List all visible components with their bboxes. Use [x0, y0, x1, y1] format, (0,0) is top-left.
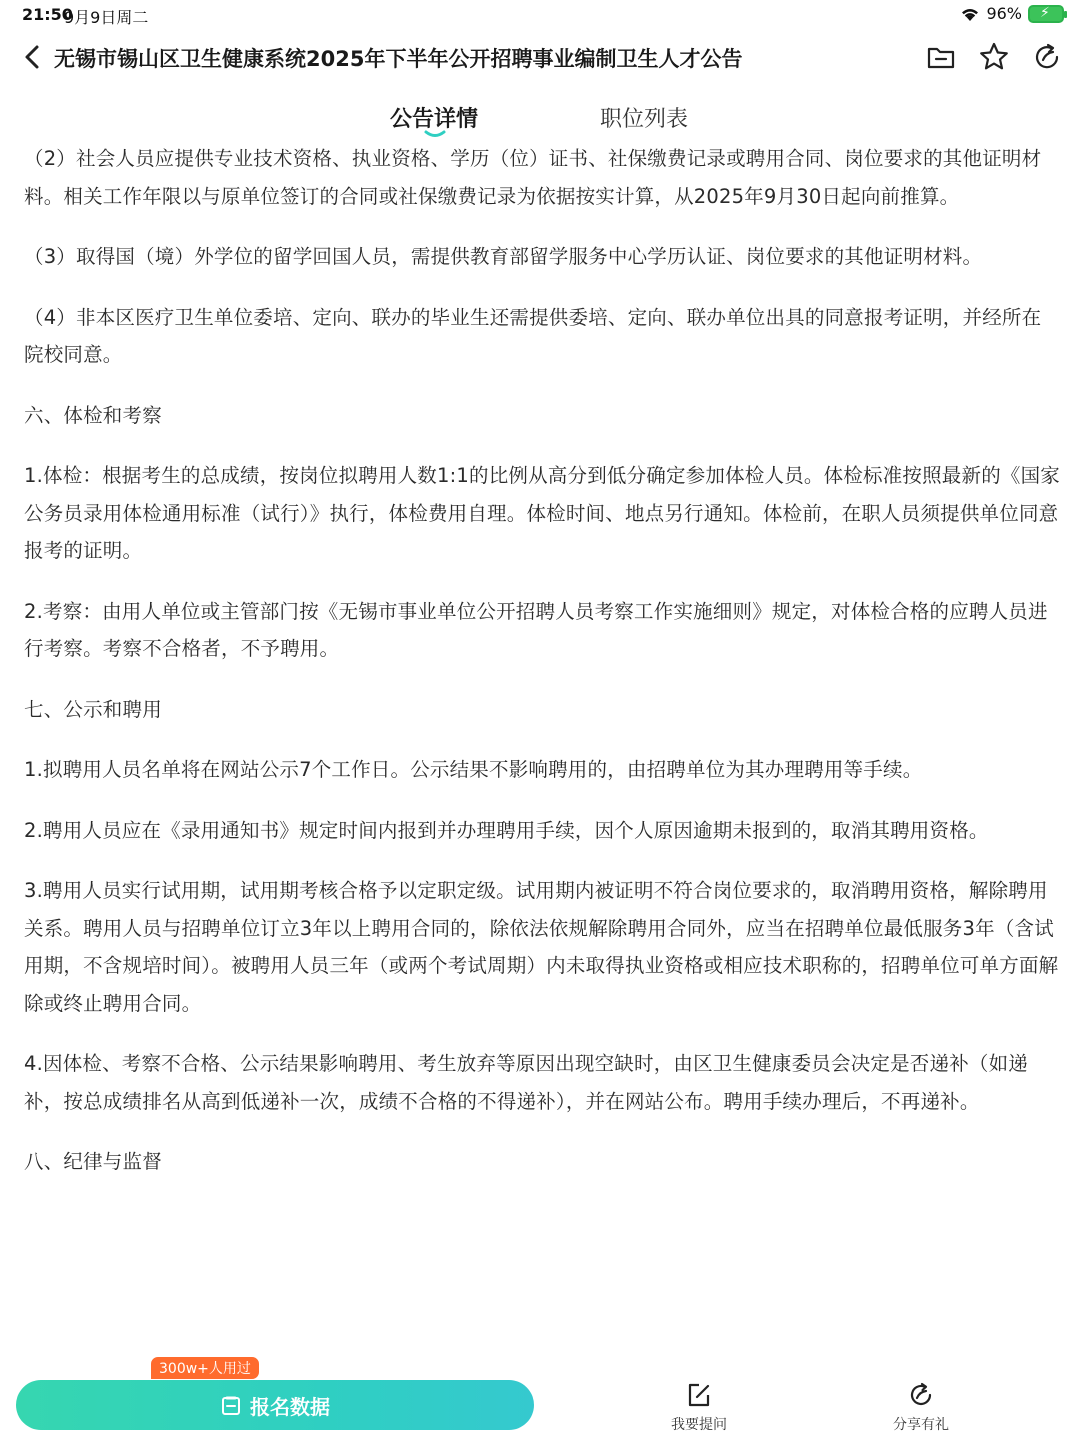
share-gift-icon: [906, 1380, 936, 1410]
share-gift-button[interactable]: [876, 1380, 966, 1434]
nav-bar: [0, 30, 1080, 86]
page-title: 无锡市锡山区卫生健康系统2025年下半年公开招聘事业编制卫生人才公告: [54, 47, 743, 71]
paragraph: （3）取得国（境）外学位的留学回国人员，需提供教育部留学服务中心学历认证、岗位要求的其他证明材料。: [24, 245, 983, 268]
share-icon[interactable]: [1030, 40, 1064, 74]
paragraph: 1.拟聘用人员名单将在网站公示7个工作日。公示结果不影响聘用的，由招聘单位为其办理聘用等手续。: [24, 758, 923, 781]
section-heading: 七、公示和聘用: [24, 697, 162, 721]
status-date: 9月9日周二: [64, 8, 149, 27]
paragraph: （2）社会人员应提供专业技术资格、执业资格、学历（位）证书、社保缴费记录或聘用合同、岗位要求的其他证明材料。相关工作年限以与原单位签订的合同或社保缴费记录为依据按实计算，从2025年9月30日起向前推算。: [24, 147, 1042, 208]
paragraph: 1.体检：根据考生的总成绩，按岗位拟聘用人数1:1的比例从高分到低分确定参加体检人员。体检标准按照最新的《国家公务员录用体检通用标准（试行）》执行，体检费用自理。体检时间、地点另行通知。体检前，在职人员须提供单位同意报考的证明。: [24, 464, 1060, 562]
status-right: [960, 4, 1064, 23]
battery-icon: ⚡: [1028, 5, 1064, 23]
status-bar: [0, 0, 1080, 30]
registration-data-button[interactable]: [16, 1380, 534, 1430]
paragraph: 2.考察：由用人单位或主管部门按《无锡市事业单位公开招聘人员考察工作实施细则》规定，对体检合格的应聘人员进行考察。考察不合格者，不予聘用。: [24, 599, 1048, 660]
tab-notice-detail[interactable]: 公告详情: [390, 107, 479, 132]
folder-icon[interactable]: [924, 40, 958, 74]
paragraph: 4.因体检、考察不合格、公示结果影响聘用、考生放弃等原因出现空缺时，由区卫生健康委员会决定是否递补（如递补，按总成绩排名从高到低递补一次，成绩不合格的不得递补），并在网站公布。聘用手续办理后，不再递补。: [24, 1052, 1029, 1113]
ask-question-label: 我要提问: [671, 1417, 727, 1433]
paragraph: 3.聘用人员实行试用期，试用期考核合格予以定职定级。试用期内被证明不符合岗位要求的，取消聘用资格，解除聘用关系。聘用人员与招聘单位订立3年以上聘用合同的，除依法依规解除聘用合同外，应当在招聘单位最低服务3年（含试用期，不含规培时间）。被聘用人员三年（或两个考试周期）内未取得执业资格或相应技术职称的，招聘单位可单方面解除或终止聘用合同。: [24, 879, 1059, 1015]
article-content: [24, 140, 1060, 1362]
status-time: 21:50: [22, 5, 73, 24]
section-heading: 六、体检和考察: [24, 403, 162, 427]
edit-icon: [684, 1380, 714, 1410]
registration-data-label: 报名数据: [250, 1394, 330, 1419]
wifi-icon: [960, 6, 980, 22]
share-gift-label: 分享有礼: [893, 1417, 949, 1433]
clipboard-icon: [220, 1394, 242, 1416]
battery-percent: 96%: [986, 4, 1022, 23]
bottom-bar: [0, 1362, 1080, 1440]
paragraph: （4）非本区医疗卫生单位委培、定向、联办的毕业生还需提供委培、定向、联办单位出具的同意报考证明，并经所在院校同意。: [24, 305, 1042, 366]
section-heading: 八、纪律与监督: [24, 1150, 162, 1173]
tab-position-list[interactable]: 职位列表: [600, 107, 689, 132]
star-icon[interactable]: [977, 40, 1011, 74]
paragraph: 2.聘用人员应在《录用通知书》规定时间内报到并办理聘用手续，因个人原因逾期未报到的，取消其聘用资格。: [24, 818, 989, 842]
back-icon[interactable]: [18, 40, 48, 74]
tab-active-indicator: [424, 130, 446, 138]
usage-badge: 300w+人用过: [150, 1356, 260, 1380]
ask-question-button[interactable]: [654, 1380, 744, 1434]
tab-bar: [0, 96, 1080, 144]
